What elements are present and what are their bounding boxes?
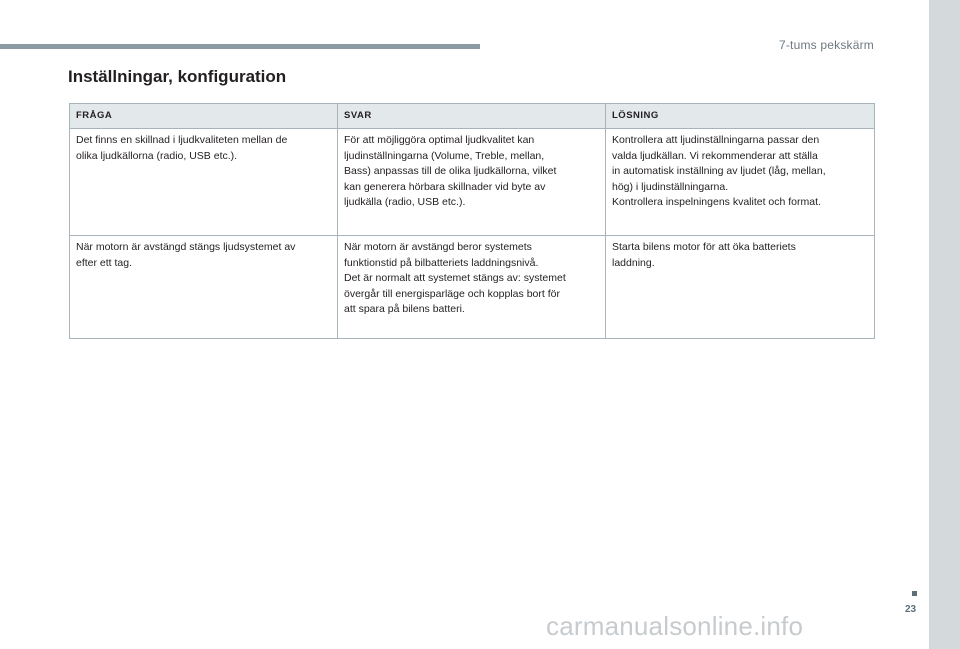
table-row: [70, 236, 875, 339]
solution-cell: [606, 129, 875, 236]
solution-cell: [606, 236, 875, 339]
chapter-label: 7-tums pekskärm: [778, 38, 874, 52]
answer-cell: [338, 236, 606, 339]
text-line: efter ett tag.: [76, 256, 133, 269]
text-line: att spara på bilens batteri.: [344, 303, 465, 315]
question-cell: [70, 129, 338, 236]
text-line: olika ljudkällorna (radio, USB etc.).: [76, 149, 238, 162]
question-cell: [70, 236, 338, 339]
faq-table: [69, 103, 875, 339]
page-marker-square: [912, 591, 917, 596]
text-line: Bass) anpassas till de olika ljudkällorna, vilket: [344, 165, 557, 177]
table-header-row: [70, 104, 875, 129]
text-line: När motorn är avstängd beror systemets: [344, 241, 532, 253]
text-line: laddning.: [612, 256, 655, 269]
text-line: ljudkälla (radio, USB etc.).: [344, 196, 466, 208]
page-number: 23: [905, 604, 917, 615]
column-header-question: FRÅGA: [70, 104, 338, 129]
text-line: När motorn är avstängd stängs ljudsystemet av: [76, 241, 296, 253]
text-line: Kontrollera inspelningens kvalitet och format.: [612, 196, 821, 208]
text-line: ljudinställningarna (Volume, Treble, mellan,: [344, 149, 545, 162]
header-rule: [0, 44, 480, 49]
text-line: funktionstid på bilbatteriets laddningsnivå.: [344, 256, 539, 269]
text-line: Kontrollera att ljudinställningarna passar den: [612, 134, 820, 146]
text-line: Starta bilens motor för att öka batteriets: [612, 241, 796, 253]
text-line: övergår till energisparläge och kopplas bort för: [344, 287, 560, 300]
text-line: valda ljudkällan. Vi rekommenderar att ställa: [612, 149, 818, 162]
column-header-answer: SVAR: [338, 104, 606, 129]
text-line: in automatisk inställning av ljudet (låg, mellan,: [612, 165, 826, 177]
page-side-strip: [929, 0, 960, 649]
answer-cell: [338, 129, 606, 236]
table-row: [70, 129, 875, 236]
page-title: Inställningar, konfiguration: [68, 67, 287, 86]
site-watermark: carmanualsonline.info: [546, 611, 804, 641]
text-line: Det är normalt att systemet stängs av: systemet: [344, 272, 566, 284]
text-line: kan generera hörbara skillnader vid byte av: [344, 180, 546, 193]
text-line: Det finns en skillnad i ljudkvaliteten mellan de: [76, 134, 288, 146]
text-line: hög) i ljudinställningarna.: [612, 180, 729, 193]
column-header-solution: LÖSNING: [606, 104, 875, 129]
text-line: För att möjliggöra optimal ljudkvalitet kan: [344, 134, 535, 146]
